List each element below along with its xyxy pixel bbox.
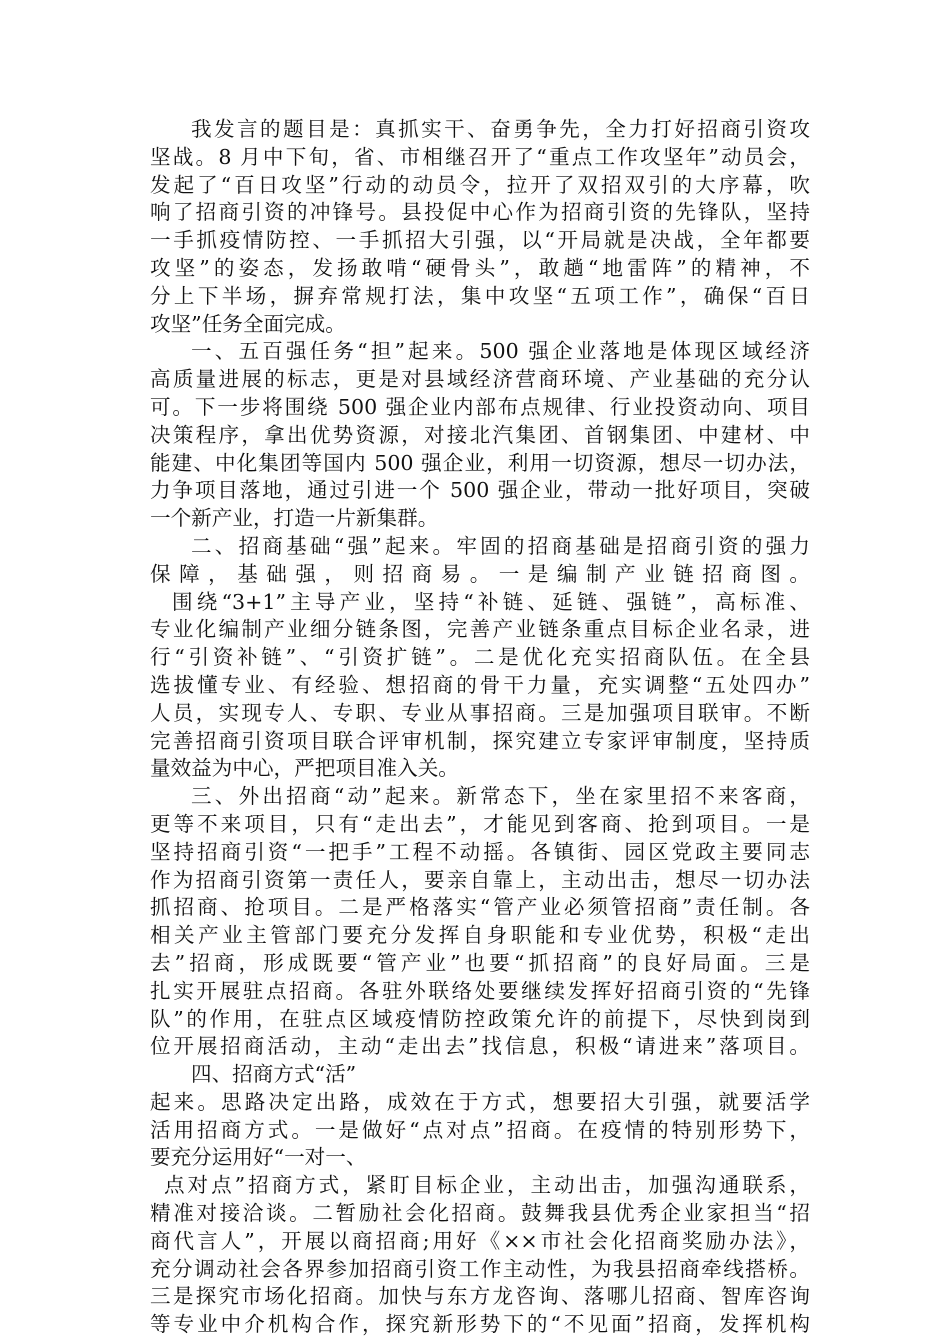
text-line: 一个新产业，打造一片新集群。 [150,506,439,531]
section-heading-1: 一、五百强任务“担”起来。500 强企业落地是体现区域经济 [191,339,810,364]
text-line: 行“引资补链”、“引资扩链”。二是优化充实招商队伍。在全县 [150,645,810,670]
text-line: 攻坚”的姿态，发扬敢啃“硬骨头”，敢趟“地雷阵”的精神，不 [150,255,810,280]
text-line: 专业化编制产业细分链条图，完善产业链条重点目标企业名录，进 [150,617,810,642]
text-line: 要充分运用好“一对一、 [150,1145,367,1170]
text-line: 保障，基础强，则招商易。一是编制产业链招商图。 [150,561,810,586]
text-line: 去”招商，形成既要“管产业”也要“抓招商”的良好局面。三是 [150,950,810,975]
text-line: 起来。思路决定出路，成效在于方式，想要招大引强，就要活学 [150,1089,810,1114]
text-line: 完善招商引资项目联合评审机制，探究建立专家评审制度，坚持质 [150,728,810,753]
text-line: 充分调动社会各界参加招商引资工作主动性，为我县招商牵线搭桥。 [150,1256,810,1281]
text-line: 商代言人”，开展以商招商;用好《××市社会化招商奖励办法》， [150,1228,810,1253]
text-line: 高质量进展的标志，更是对县域经济营商环境、产业基础的充分认 [150,367,810,392]
text-line: 能建、中化集团等国内 500 强企业，利用一切资源，想尽一切办法， [150,450,810,475]
text-line: 更等不来项目，只有“走出去”，才能见到客商、抢到项目。一是 [150,811,810,836]
text-line: 力争项目落地，通过引进一个 500 强企业，带动一批好项目，突破 [150,478,810,503]
text-line: 发起了“百日攻坚”行动的动员令，拉开了双招双引的大序幕，吹 [150,172,810,197]
text-line: 作为招商引资第一责任人，要亲自靠上，主动出击，想尽一切办法 [150,867,810,892]
text-line: 可。下一步将围绕 500 强企业内部布点规律、行业投资动向、项目 [150,394,810,419]
section-heading-3: 三、外出招商“动”起来。新常态下，坐在家里招不来客商， [191,784,810,809]
text-line: 活用招商方式。一是做好“点对点”招商。在疫情的特别形势下， [150,1117,810,1142]
text-line: 点对点”招商方式，紧盯目标企业，主动出击，加强沟通联系， [164,1173,810,1198]
speech-body [150,116,810,1339]
text-line: 人员，实现专人、专职、专业从事招商。三是加强项目联审。不断 [150,700,810,725]
text-line: 扎实开展驻点招商。各驻外联络处要继续发挥好招商引资的“先锋 [150,978,810,1003]
text-line: 攻坚”任务全面完成。 [150,311,346,336]
section-heading-2: 二、招商基础“强”起来。牢固的招商基础是招商引资的强力 [191,533,810,558]
text-line: 抓招商、抢项目。二是严格落实“管产业必须管招商”责任制。各 [150,895,810,920]
text-line: 决策程序，拿出优势资源，对接北汽集团、首钢集团、中建材、中 [150,422,810,447]
text-line: 选拔懂专业、有经验、想招商的骨干力量，充实调整“五处四办” [150,672,810,697]
text-line: 队”的作用，在驻点区域疫情防控政策允许的前提下，尽快到岗到 [150,1006,810,1031]
text-line: 我发言的题目是：真抓实干、奋勇争先，全力打好招商引资攻 [191,117,810,141]
text-line: 围绕“3+1”主导产业，坚持“补链、延链、强链”，高标准、 [172,589,810,614]
text-line: 坚战。8 月中下旬，省、市相继召开了“重点工作攻坚年”动员会， [150,144,810,169]
text-line: 相关产业主管部门要充分发挥自身职能和专业优势，积极“走出 [150,923,810,948]
text-line: 坚持招商引资“一把手”工程不动摇。各镇街、园区党政主要同志 [150,839,810,864]
text-line: 量效益为中心，严把项目准入关。 [150,756,459,781]
text-line: 位开展招商活动，主动“走出去”找信息，积极“请进来”落项目。 [150,1034,810,1059]
text-line: 精准对接洽谈。二暂励社会化招商。鼓舞我县优秀企业家担当“招 [150,1201,810,1226]
text-line: 一手抓疫情防控、一手抓招大引强，以“开局就是决战，全年都要 [150,228,810,253]
text-line: 响了招商引资的冲锋号。县投促中心作为招商引资的先锋队，坚持 [150,200,810,225]
text-line: 等专业中介机构合作，探究新形势下的“不见面”招商，发挥机构 [150,1312,810,1337]
text-line: 三是探究市场化招商。加快与东方龙咨询、落哪儿招商、智库咨询 [150,1284,810,1309]
section-heading-4: 四、招商方式“活” [191,1062,357,1087]
text-line: 分上下半场，摒弃常规打法，集中攻坚“五项工作”，确保“百日 [150,283,810,308]
